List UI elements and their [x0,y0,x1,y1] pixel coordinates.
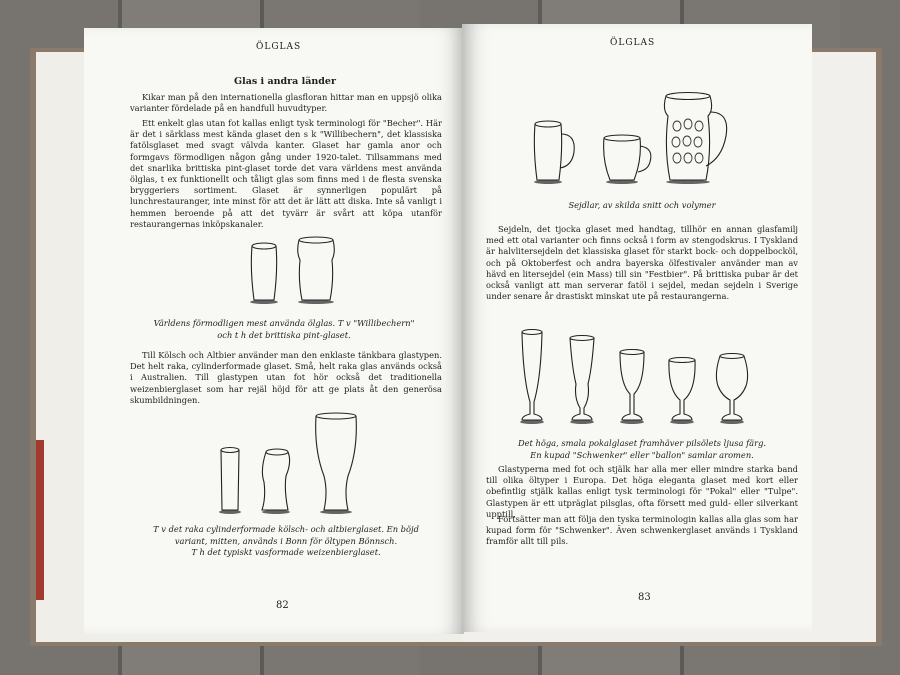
paragraph-becher: Ett enkelt glas utan fot kallas enligt tysk terminologi för "Becher". Här är det i särklass mest kända glaset den s k "Willibechern", det klassiska fatölsglaset med svagt välvda kanter. Glaset har gamla anor och formgavs förmodligen någon gång under 1920-talet. Tillsammans med det snarlika brittiska pint-glaset torde det vara världens mest använda ölglas, t ex funktionellt och tåligt glas som finns med i de flesta svenska bryggeriers sortiment. Glaset är synnerligen populärt på lunchrestauranger, inte minst för att det är lätt att diska. Inte så vanligt i hemmen beroende på att det tyvärr är svårt att köpa utanför restaurangernas inköpskanaler. [130,118,442,229]
running-head: ÖLGLAS [256,42,302,52]
willibecher-glass [250,243,278,304]
sejdel-illustration [530,90,740,190]
tall-mug [534,121,574,184]
caption-becher [144,318,424,341]
caption-line: En kupad "Schwenker" eller "ballon" samlar aromen. [530,449,754,460]
becher-pint-illustration [246,230,336,310]
bookmark-edge [36,440,44,600]
low-mug [604,135,651,184]
stemmed-glass [620,350,644,425]
caption-line: T h det typiskt vasformade weizenbierglaset. [191,547,381,557]
running-head: ÖLGLAS [610,38,656,48]
page-number: 83 [638,592,651,603]
paragraph-kolsch: Till Kölsch och Altbier använder man den enklaste tänkbara glastypen. Det helt raka, cylinderformade glaset. Små, helt raka glas används också i Australien. Till glastypen utan fot hör också det traditionella weizenbierglaset som har rejäl höjd för att ge plats åt den generösa skumbildningen. [130,350,442,405]
paragraph-pokal: Glastyperna med fot och stjälk har alla mer eller mindre starka band till olika öltyper i Europa. Det höga eleganta glaset med kort eller obefintlig stjälk kallas enligt tysk terminologi för "Pokal" eller "Tulpe". Glastypen är ett utpräglat pilsglas, ofta försett med guld- eller silverkant upptill. [486,464,798,519]
caption-kolsch [128,524,444,559]
paragraph-sejdel: Sejdeln, det tjocka glaset med handtag, tillhör en annan glasfamilj med ett otal varianter och finns också i form av stengodskrus. I Tyskland är halvlitersejdeln det klassiska glaset för starkt bock- och doppelbocköl, och på Oktoberfest och andra bayerska ölfestivaler använder man av hävd en litersejdel (ein Mass) till sin "Festbier". På brittiska pubar är det också vanligt att man serverar fatöl i sejdel, medan sejdeln i Sverige under senare år drastiskt minskat ute på restaurangerna. [486,224,798,302]
right-page [462,24,812,632]
pokal-glass [520,330,544,425]
caption-line: och t h det brittiska pint-glaset. [217,329,351,340]
tulpe-glass [570,336,594,425]
dimpled-mug [664,93,726,185]
bonnsch-glass [262,449,290,514]
caption-pokal [492,438,792,461]
caption-line: Världens förmodligen mest använda ölglas. T v "Willibechern" [153,318,415,328]
kolsch-weizen-illustration [214,410,364,520]
schwenker-glass [716,354,747,425]
stemmed-glasses-illustration [518,328,758,428]
paragraph-intro: Kikar man på den internationella glasfloran hittar man en uppsjö olika varianter fördelade på en handfull huvudtyper. [130,92,442,114]
weizen-glass [316,413,357,514]
caption-sejdel: Sejdlar, av skilda snitt och volymer [568,200,716,210]
caption-line: variant, mitten, används i Bonn för öltypen Bönnsch. [174,535,398,546]
caption-line: T v det raka cylinderformade kölsch- och altbierglaset. En böjd [153,524,419,534]
kolsch-glass [219,448,241,515]
pint-glass [298,237,335,304]
paragraph-schwenker: Fortsätter man att följa den tyska terminologin kallas alla glas som har kupad form för "Schwenker". Även schwenkerglaset används i Tyskland framför allt till pils. [486,514,798,547]
section-heading: Glas i andra länder [234,76,336,87]
goblet-glass [669,358,695,425]
caption-line: Det höga, smala pokalglaset framhäver pilsölets ljusa färg. [517,438,767,448]
page-number: 82 [276,600,289,611]
left-page [84,28,464,634]
